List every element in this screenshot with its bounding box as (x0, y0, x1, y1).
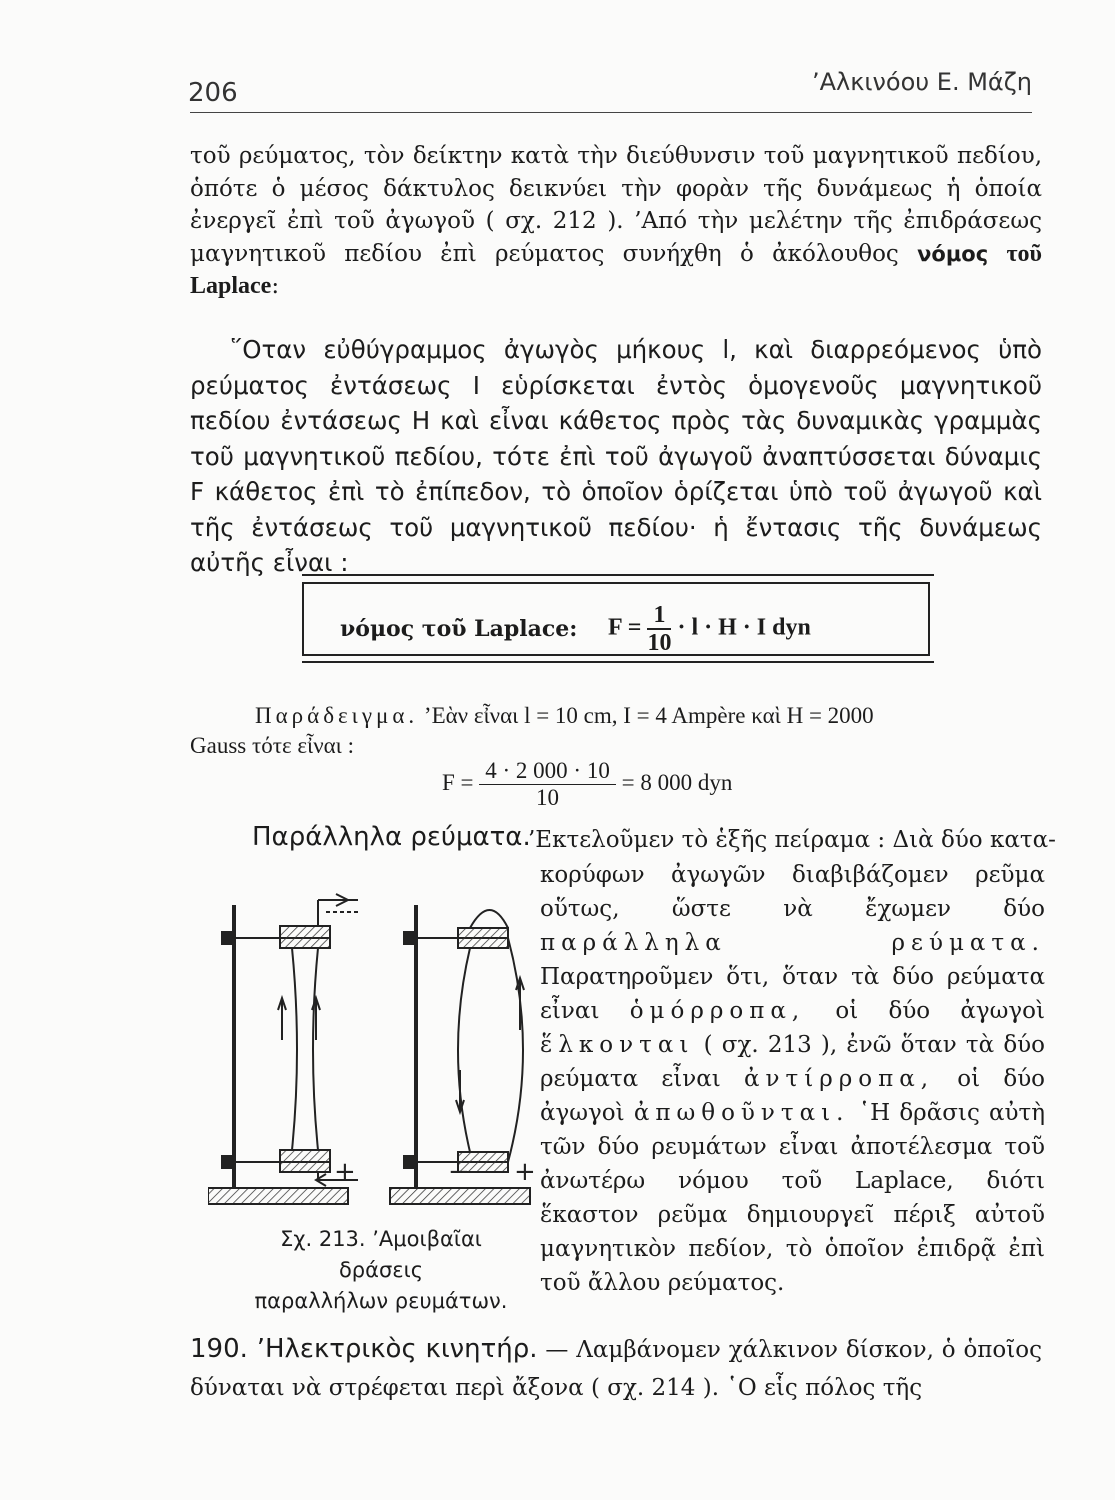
motor-paragraph (190, 1330, 1042, 1407)
law-colon: : (271, 273, 280, 299)
right-base (390, 1188, 530, 1204)
example-gauss: Gauss τότε εἶναι : (190, 733, 354, 758)
law-name: τοῦ Laplace (190, 240, 1043, 299)
page-number: 206 (188, 78, 238, 108)
example-line (255, 700, 1045, 732)
parallel-currents-text: κορύφων ἀγωγῶν διαβιβάζομεν ρεῦμα οὕτως, ὥστε νὰ ἔχωμεν δύο παράλληλα ρεύματα. Παρατηροῦμεν ὅτι, ὅταν τὰ δύο ρεύματα εἶναι ὁμόρροπα, οἱ δύο ἀγωγοὶ ἕλκονται ( σχ. 213 ), ἐνῶ ὅταν τὰ δύο ρεύματα εἶναι ἀντίρροπα, οἱ δύο ἀγωγοὶ ἀπωθοῦνται. ῾Η δρᾶσις αὐτὴ τῶν δύο ρευμάτων εἶναι ἀποτέλεσμα τοῦ ἀνωτέρω νόμου τοῦ Laplace, διότι ἕκαστον ρεῦμα δημιουργεῖ πέριξ αὐτοῦ μαγνητικὸν πεδίον, τὸ ὁποῖον ἐπιδρᾷ ἐπὶ τοῦ ἄλλου ρεύματος. (540, 862, 1046, 1296)
emphasis-parallel: παράλληλα ρεύματα. (540, 930, 1045, 956)
formula-box-top-rule (302, 574, 934, 576)
emphasis-opposite: ἀντίρροπα, (744, 1066, 935, 1092)
laplace-law-statement: ῞Οταν εὐθύγραμμος ἀγωγὸς μήκους l, καὶ διαρρεόμενος ὑπὸ ρεύματος ἐντάσεως I εὑρίσκεται ἐντὸς ὁμογενοῦς μαγνητικοῦ πεδίου ἐντάσεως H καὶ εἶναι κάθετος πρὸς τὰς δυναμικὰς γραμμὰς τοῦ μαγνητικοῦ πεδίου, τότε ἐπὶ τοῦ ἀγωγοῦ ἀναπτύσσεται δύναμις F κάθετος ἐπὶ τὸ ἐπίπεδον, τὸ ὁποῖον ὁρίζεται ὑπὸ τοῦ ἀγωγοῦ καὶ τῆς ἐντάσεως τοῦ μαγνητικοῦ πεδίου· ἡ ἔντασις τῆς δυνάμεως αὐτῆς εἶναι : (190, 335, 1042, 577)
example-text: ’Εὰν εἶναι l = 10 cm, I = 4 Ampère καὶ H = 2000 (423, 703, 874, 728)
formula-label: νόμος τοῦ Laplace: (340, 616, 578, 642)
formula-numerator: 1 (647, 602, 671, 630)
left-conductor-a (292, 948, 297, 1150)
left-plus-sign: + (334, 1157, 356, 1187)
calc-rhs: = 8 000 dyn (621, 769, 733, 795)
law-bold-word: νόμος (917, 241, 989, 266)
motor-section-title: 190. ’Ηλεκτρικὸς κινητήρ. (190, 1334, 538, 1364)
formula-denominator: 10 (647, 630, 672, 656)
caption-line-2: παραλλήλων ρευμάτων. (254, 1289, 508, 1313)
right-conductor-a (458, 948, 470, 1152)
figure-caption (236, 1224, 526, 1317)
intro-text: τοῦ ρεύματος, τὸν δείκτην κατὰ τὴν διεύθυνσιν τοῦ μαγνητικοῦ πεδίου, ὁπότε ὁ μέσος δάκτυλος δεικνύει τὴν φορὰν τῆς δυνάμεως ἡ ὁποία ἐνεργεῖ ἐπὶ τοῦ ἀγωγοῦ ( σχ. 212 ). ’Από τὴν μελέτην τῆς ἐπιδράσεως μαγνητικοῦ πεδίου ἐπὶ ρεύματος συνήχθη ὁ ἀκόλουθος (190, 143, 1042, 267)
emphasis-same-direction: ὁμόρροπα, (629, 998, 806, 1024)
running-head: ’Αλκινόου Ε. Μάζη (811, 68, 1032, 96)
left-base (208, 1188, 348, 1204)
left-conductor-b (313, 948, 318, 1150)
header-rule (190, 112, 1032, 113)
right-minus-sign: − (448, 1157, 470, 1187)
formula-box-bottom-rule (302, 661, 934, 663)
example-label: Παράδειγμα. (255, 703, 419, 728)
right-plus-sign: + (514, 1157, 536, 1187)
caption-line-1: Σχ. 213. ’Αμοιβαῖαι δράσεις (280, 1227, 482, 1282)
example-calculation (442, 758, 732, 811)
motor-text: — Λαμβάνομεν χάλκινον δίσκον, ὁ ὁποῖος δύναται νὰ στρέφεται περὶ ἄξονα ( σχ. 214 ). ῾Ο εἷς πόλος τῆς (190, 1337, 1043, 1401)
calc-numerator: 4 · 2 000 · 10 (479, 758, 616, 785)
formula-fraction (647, 602, 671, 656)
emphasis-attract: ἕλκονται (540, 1032, 695, 1058)
intro-paragraph (190, 140, 1042, 303)
laplace-formula (608, 602, 811, 656)
formula-rhs: · l · H · I dyn (677, 614, 811, 641)
formula-lhs: F = (608, 614, 642, 641)
calc-fraction (479, 758, 616, 811)
section-heading: Παράλληλα ρεύματα. (252, 822, 531, 852)
section-intro: ’Εκτελοῦμεν τὸ ἑξῆς πείραμα : Διὰ δύο κατα- (528, 827, 1056, 853)
right-conductor-b (508, 938, 523, 1162)
figure-213-parallel-currents (208, 880, 538, 1220)
emphasis-repel: ἀπωθοῦνται. (633, 1100, 850, 1126)
calc-lhs: F = (442, 769, 474, 795)
calc-denominator: 10 (536, 785, 560, 810)
